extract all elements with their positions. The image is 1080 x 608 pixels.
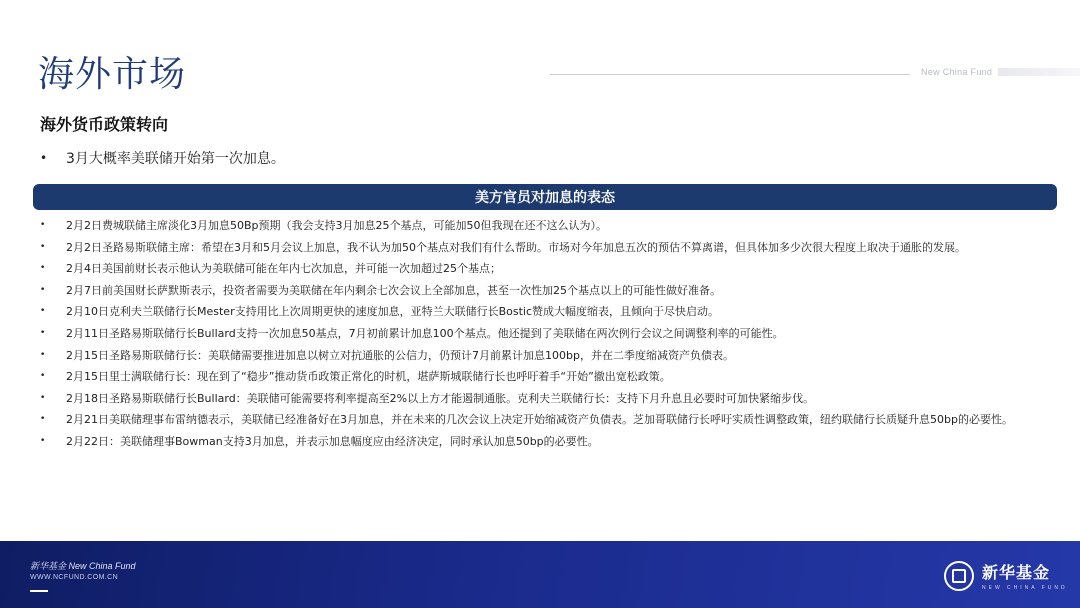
- bullet-icon: •: [40, 349, 46, 360]
- statement-text: 2月11日圣路易斯联储行长Bullard支持一次加息50基点，7月初前累计加息100个基点。他还提到了美联储在两次例行会议之间调整利率的可能性。: [66, 326, 784, 340]
- statement-text: 2月21日美联储理事布雷纳德表示，美联储已经准备好在3月加息，并在未来的几次会议上决定开始缩减资产负债表。芝加哥联储行长呼吁实质性调整政策，纽约联储行长质疑升息50bp的必要性。: [66, 413, 1013, 427]
- statement-text: 2月2日费城联储主席淡化3月加息50Bp预期（我会支持3月加息25个基点，可能加50但我现在还不这么认为）。: [66, 219, 608, 232]
- section-heading: 海外货币政策转向: [40, 115, 169, 134]
- lead-bullet: [40, 148, 285, 168]
- statement-text: 2月18日圣路易斯联储行长Bullard：美联储可能需要将利率提高至2%以上方才能遏制通胀。克利夫兰联储行长：支持下月升息且必要时可加快紧缩步伐。: [66, 391, 815, 405]
- statement-text: 2月7日前美国财长萨默斯表示，投资者需要为美联储在年内剩余七次会议上全部加息，甚至一次性加25个基点以上的可能性做好准备。: [66, 283, 721, 297]
- logo-cn-text: 新华基金: [982, 563, 1051, 582]
- list-item: [40, 409, 1055, 431]
- statement-text: 2月2日圣路易斯联储主席：希望在3月和5月会议上加息，我不认为加50个基点对我们有什么帮助。市场对今年加息五次的预估不算离谱，但具体加多少次很大程度上取决于通胀的发展。: [66, 240, 966, 254]
- statements-banner: [33, 184, 1057, 210]
- statements-list: [40, 215, 1055, 453]
- footer-url: WWW.NCFUND.COM.CN: [30, 574, 119, 581]
- bullet-icon: •: [40, 327, 46, 338]
- statement-text: 2月15日圣路易斯联储行长：美联储需要推进加息以树立对抗通胀的公信力，仍预计7月前累计加息100bp，并在二季度缩减资产负债表。: [66, 348, 734, 362]
- header-brand-tag: New China Fund: [921, 67, 993, 77]
- bullet-icon: •: [40, 371, 46, 382]
- statement-text: 2月22日：美联储理事Bowman支持3月加息，并表示加息幅度应由经济决定，同时承认加息50bp的必要性。: [66, 434, 599, 448]
- list-item: [40, 388, 1055, 410]
- bullet-icon: •: [40, 306, 46, 317]
- bullet-icon: •: [40, 220, 46, 230]
- bullet-icon: •: [40, 392, 46, 403]
- list-item: [40, 280, 1055, 302]
- list-item: [40, 301, 1055, 323]
- footer-accent-line: [30, 590, 48, 592]
- logo-icon: [944, 561, 974, 591]
- footer-brand: 新华基金 New China Fund: [30, 561, 136, 571]
- statement-text: 2月15日里士满联储行长：现在到了“稳步”推动货币政策正常化的时机，堪萨斯城联储行长也呼吁着手“开始”撤出宽松政策。: [66, 370, 671, 384]
- list-item: [40, 431, 1055, 453]
- list-item: [40, 215, 1055, 237]
- company-logo: [944, 560, 1068, 591]
- lead-bullet-text: 3月大概率美联储开始第一次加息。: [66, 151, 285, 167]
- logo-en-text: NEW CHINA FUND: [982, 585, 1068, 591]
- list-item: [40, 237, 1055, 259]
- list-item: [40, 345, 1055, 367]
- statement-text: 2月10日克利夫兰联储行长Mester支持用比上次周期更快的速度加息，亚特兰大联储行长Bostic赞成大幅度缩表，且倾向于尽快启动。: [66, 305, 720, 319]
- bullet-icon: •: [40, 435, 46, 446]
- header-divider: [550, 74, 910, 75]
- list-item: [40, 323, 1055, 345]
- bullet-icon: •: [40, 241, 46, 252]
- list-item: [40, 258, 1055, 280]
- bullet-icon: •: [40, 263, 46, 274]
- bullet-icon: •: [40, 284, 46, 295]
- footer-band: [0, 541, 1080, 608]
- bullet-icon: •: [40, 151, 48, 165]
- list-item: [40, 366, 1055, 388]
- header-fade-bar: [998, 68, 1080, 76]
- page-title: 海外市场: [38, 54, 187, 95]
- bullet-icon: •: [40, 414, 46, 425]
- statement-text: 2月4日美国前财长表示他认为美联储可能在年内七次加息，并可能一次加超过25个基点；: [66, 262, 501, 276]
- banner-title: 美方官员对加息的表态: [475, 190, 615, 206]
